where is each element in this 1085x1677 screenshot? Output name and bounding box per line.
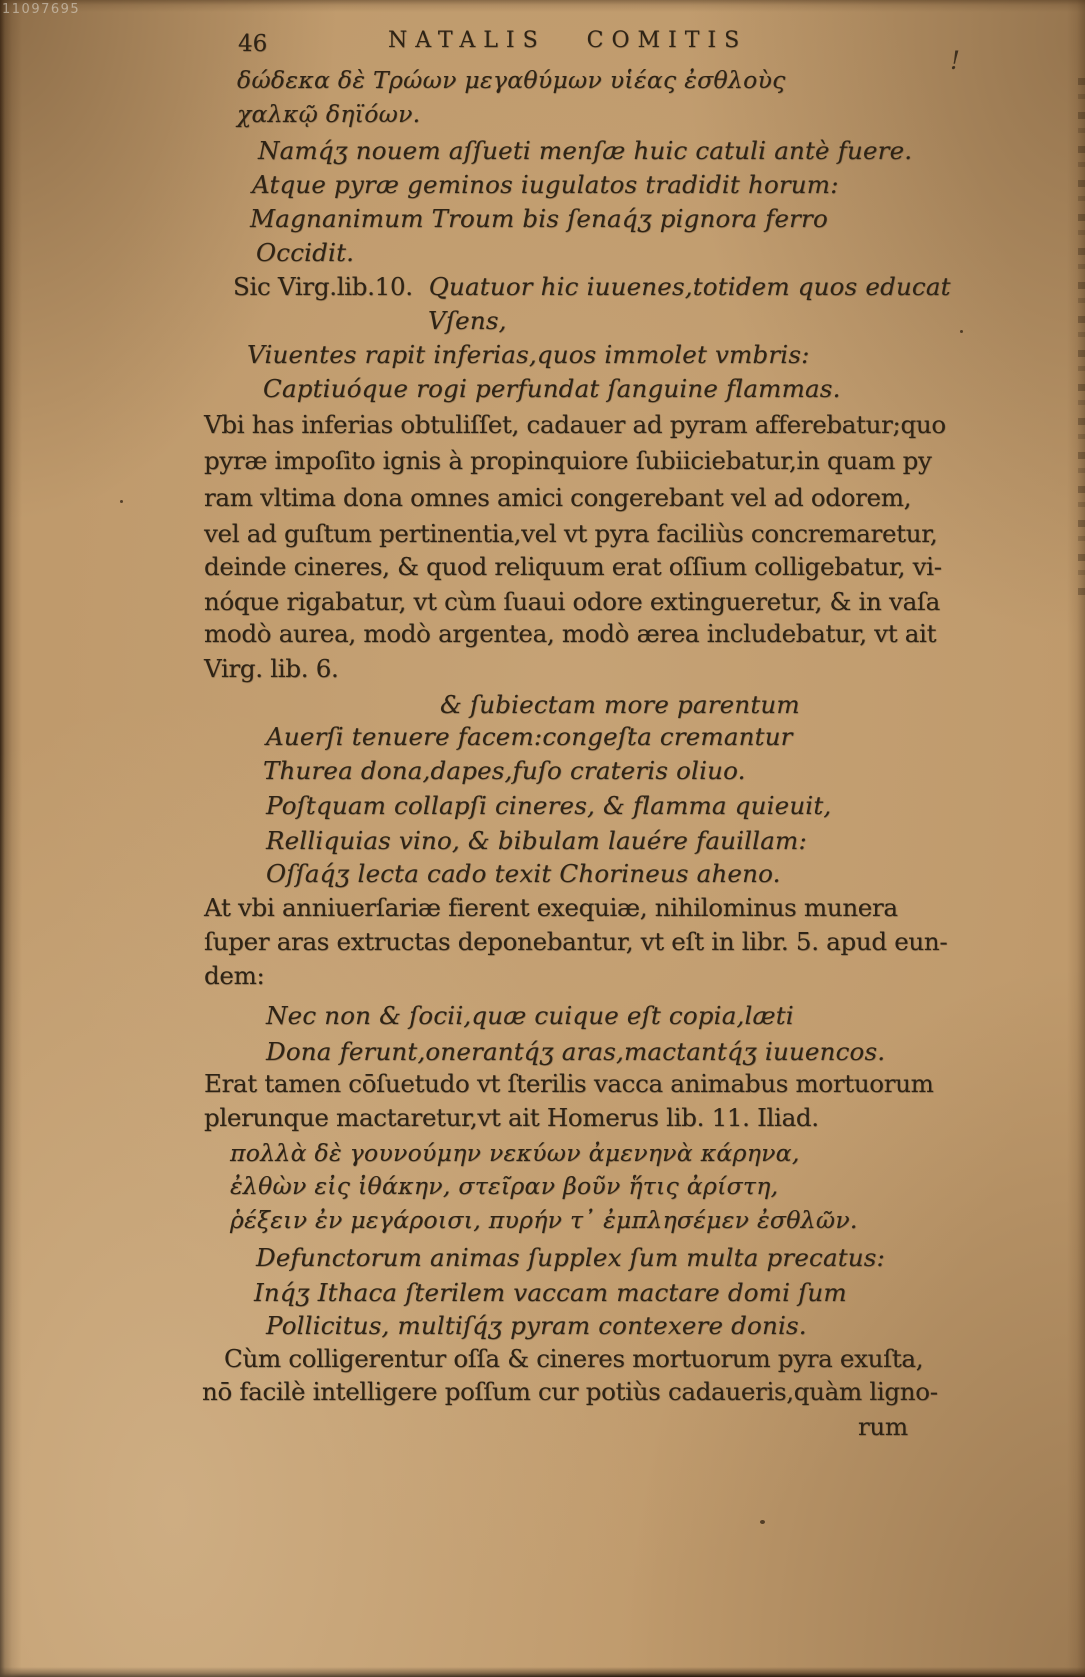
greek-line: χαλκῷ δηϊόων. (237, 100, 421, 128)
ink-mark: ! (950, 46, 961, 75)
prose-line: nō facilè intelligere poſſum cur potiùs cadaueris,quàm ligno- (202, 1377, 938, 1406)
verse-line: Captiuóque rogi perfundat ſanguine flammas. (263, 374, 841, 403)
prose-line: Vbi has inferias obtuliſſet, cadauer ad pyram afferebatur;quo (204, 410, 946, 439)
prose-line: plerunque mactaretur,vt ait Homerus lib. 11. Iliad. (204, 1103, 819, 1132)
prose-line: ram vltima dona omnes amici congerebant vel ad odorem, (204, 483, 912, 512)
ink-speck (960, 330, 963, 333)
prose-line: vel ad guſtum pertinentia,vel vt pyra faciliùs concremaretur, (204, 519, 938, 548)
ink-speck (120, 500, 123, 503)
greek-line: πολλὰ δὲ γουνούμην νεκύων ἀμενηνὰ κάρηνα, (230, 1139, 800, 1167)
citation-label: Sic Virg.lib.10. (233, 272, 413, 301)
verse-line: Poſtquam collapſi cineres, & flamma quieuit, (266, 791, 832, 820)
page-number: 46 (238, 31, 268, 57)
verse-line: Occidit. (256, 238, 355, 267)
verse-line: Pollicitus, multiſq́ʒ pyram contexere donis. (266, 1311, 807, 1340)
prose-line: deinde cineres, & quod reliquum erat oſſium colligebatur, vi- (204, 552, 942, 581)
prose-line: dem: (204, 961, 265, 990)
verse-line: Thurea dona,dapes,fuſo crateris oliuo. (263, 756, 746, 785)
verse-line: Auerſi tenuere facem:congeſta cremantur (266, 722, 793, 751)
verse-line: Magnanimum Troum bis ſenaq́ʒ pignora ferro (250, 204, 828, 233)
citation-line: Virg. lib. 6. (204, 654, 339, 683)
verse-line: Oſſaq́ʒ lecta cado texit Chorineus aheno. (266, 859, 781, 888)
verse-line: Atque pyræ geminos iugulatos tradidit horum: (252, 170, 839, 199)
ink-speck (760, 1520, 765, 1524)
verse-line: Nec non & ſocii,quæ cuique eſt copia,læti (266, 1001, 794, 1030)
greek-line: δώδεκα δὲ Τρώων μεγαθύμων υἱέας ἐσθλοὺς (237, 66, 786, 94)
greek-line: ῥέξειν ἐν μεγάροισι, πυρήν τ᾽ ἐμπλησέμεν ἐσθλῶν. (230, 1206, 858, 1234)
catchword: rum (858, 1412, 908, 1441)
scan-watermark: 11097695 (2, 2, 81, 17)
verse-line: Defunctorum animas ſupplex ſum multa precatus: (256, 1243, 885, 1272)
verse-line: Dona ferunt,onerantq́ʒ aras,mactantq́ʒ iuuencos. (266, 1037, 886, 1066)
greek-line: ἐλθὼν εἰς ἰθάκην, στεῖραν βοῦν ἥτις ἀρίστη, (230, 1172, 779, 1200)
prose-line: nóque rigabatur, vt cùm ſuaui odore extingueretur, & in vaſa (204, 587, 940, 616)
prose-line (233, 272, 951, 301)
verse-line: Inq́ʒ Ithaca ſterilem vaccam mactare domi ſum (254, 1278, 847, 1307)
verse-line: Relliquias vino, & bibulam lauére fauillam: (266, 826, 807, 855)
verse-line: Namq́ʒ nouem aſſueti menſæ huic catuli antè fuere. (258, 136, 913, 165)
running-title: NATALIS COMITIS (388, 28, 748, 53)
prose-line: modò aurea, modò argentea, modò ærea includebatur, vt ait (204, 619, 937, 648)
prose-line: At vbi anniuerſariæ fierent exequiæ, nihilominus munera (204, 893, 898, 922)
prose-line: pyræ impoſito ignis à propinquiore ſubiiciebatur,in quam py (204, 446, 932, 475)
prose-line: Erat tamen cōſuetudo vt ſterilis vacca animabus mortuorum (204, 1069, 934, 1098)
verse-quote-inline: Quatuor hic iuuenes,totidem quos educat (428, 272, 951, 301)
verse-line: Viuentes rapit inferias,quos immolet vmbris: (247, 340, 810, 369)
verse-line: Vſens, (428, 306, 507, 335)
prose-line: Cùm colligerentur oſſa & cineres mortuorum pyra exuſta, (224, 1344, 924, 1373)
page-edge-marks (1078, 78, 1085, 598)
prose-line: ſuper aras extructas deponebantur, vt eſt in libr. 5. apud eun- (204, 927, 948, 956)
verse-line: & ſubiectam more parentum (440, 690, 800, 719)
